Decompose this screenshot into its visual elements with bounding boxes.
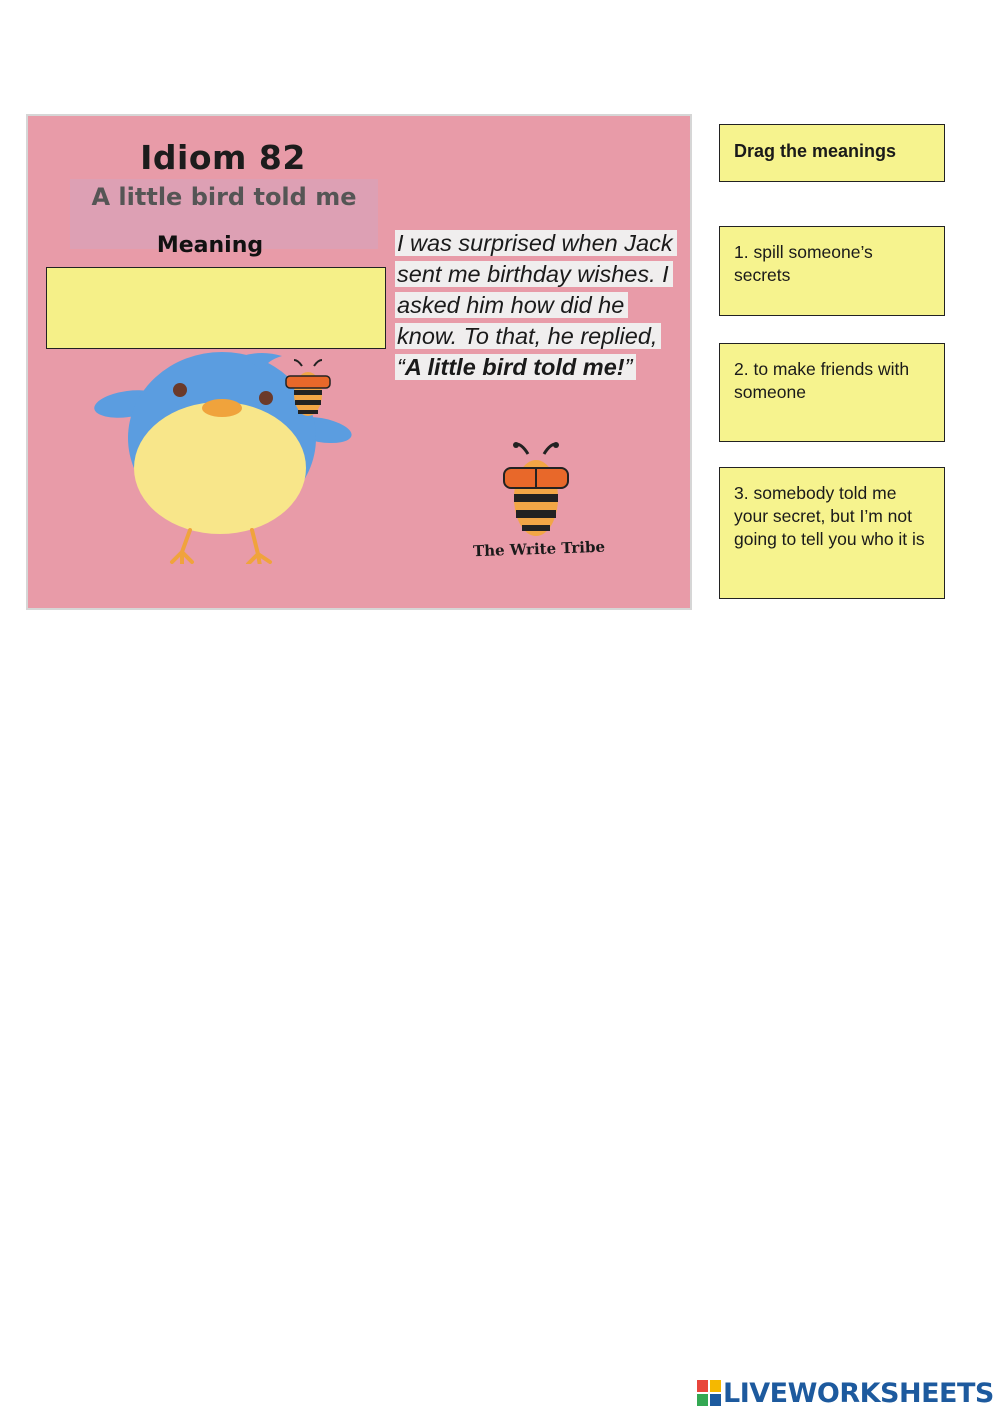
drag-instructions: Drag the meanings [719, 124, 945, 182]
meaning-drop-zone[interactable] [46, 267, 386, 349]
write-tribe-bee-logo-icon [500, 442, 572, 542]
idiom-phrase: A little bird told me [91, 183, 357, 211]
liveworksheets-logo-icon [697, 1380, 721, 1406]
idiom-card [26, 114, 692, 610]
story-text: I was surprised when Jack sent me birthday wishes. I asked him how did he know. To that, he replied, “A little bird told me!” [395, 230, 677, 380]
idiom-number-title: Idiom 82 [140, 138, 306, 177]
draggable-option-1[interactable]: 1. spill someone’s secrets [719, 226, 945, 316]
example-story [395, 228, 685, 383]
write-tribe-brand: The Write Tribe [472, 537, 606, 561]
draggable-option-2[interactable]: 2. to make friends with someone [719, 343, 945, 442]
story-idiom-emphasis: A little bird told me! [404, 354, 625, 380]
draggable-option-3[interactable]: 3. somebody told me your secret, but I’m not going to tell you who it is [719, 467, 945, 599]
meaning-label: Meaning [156, 233, 264, 258]
bee-small-icon [282, 358, 334, 420]
liveworksheets-footer [697, 1376, 994, 1410]
liveworksheets-brand: LIVEWORKSHEETS [723, 1377, 994, 1409]
